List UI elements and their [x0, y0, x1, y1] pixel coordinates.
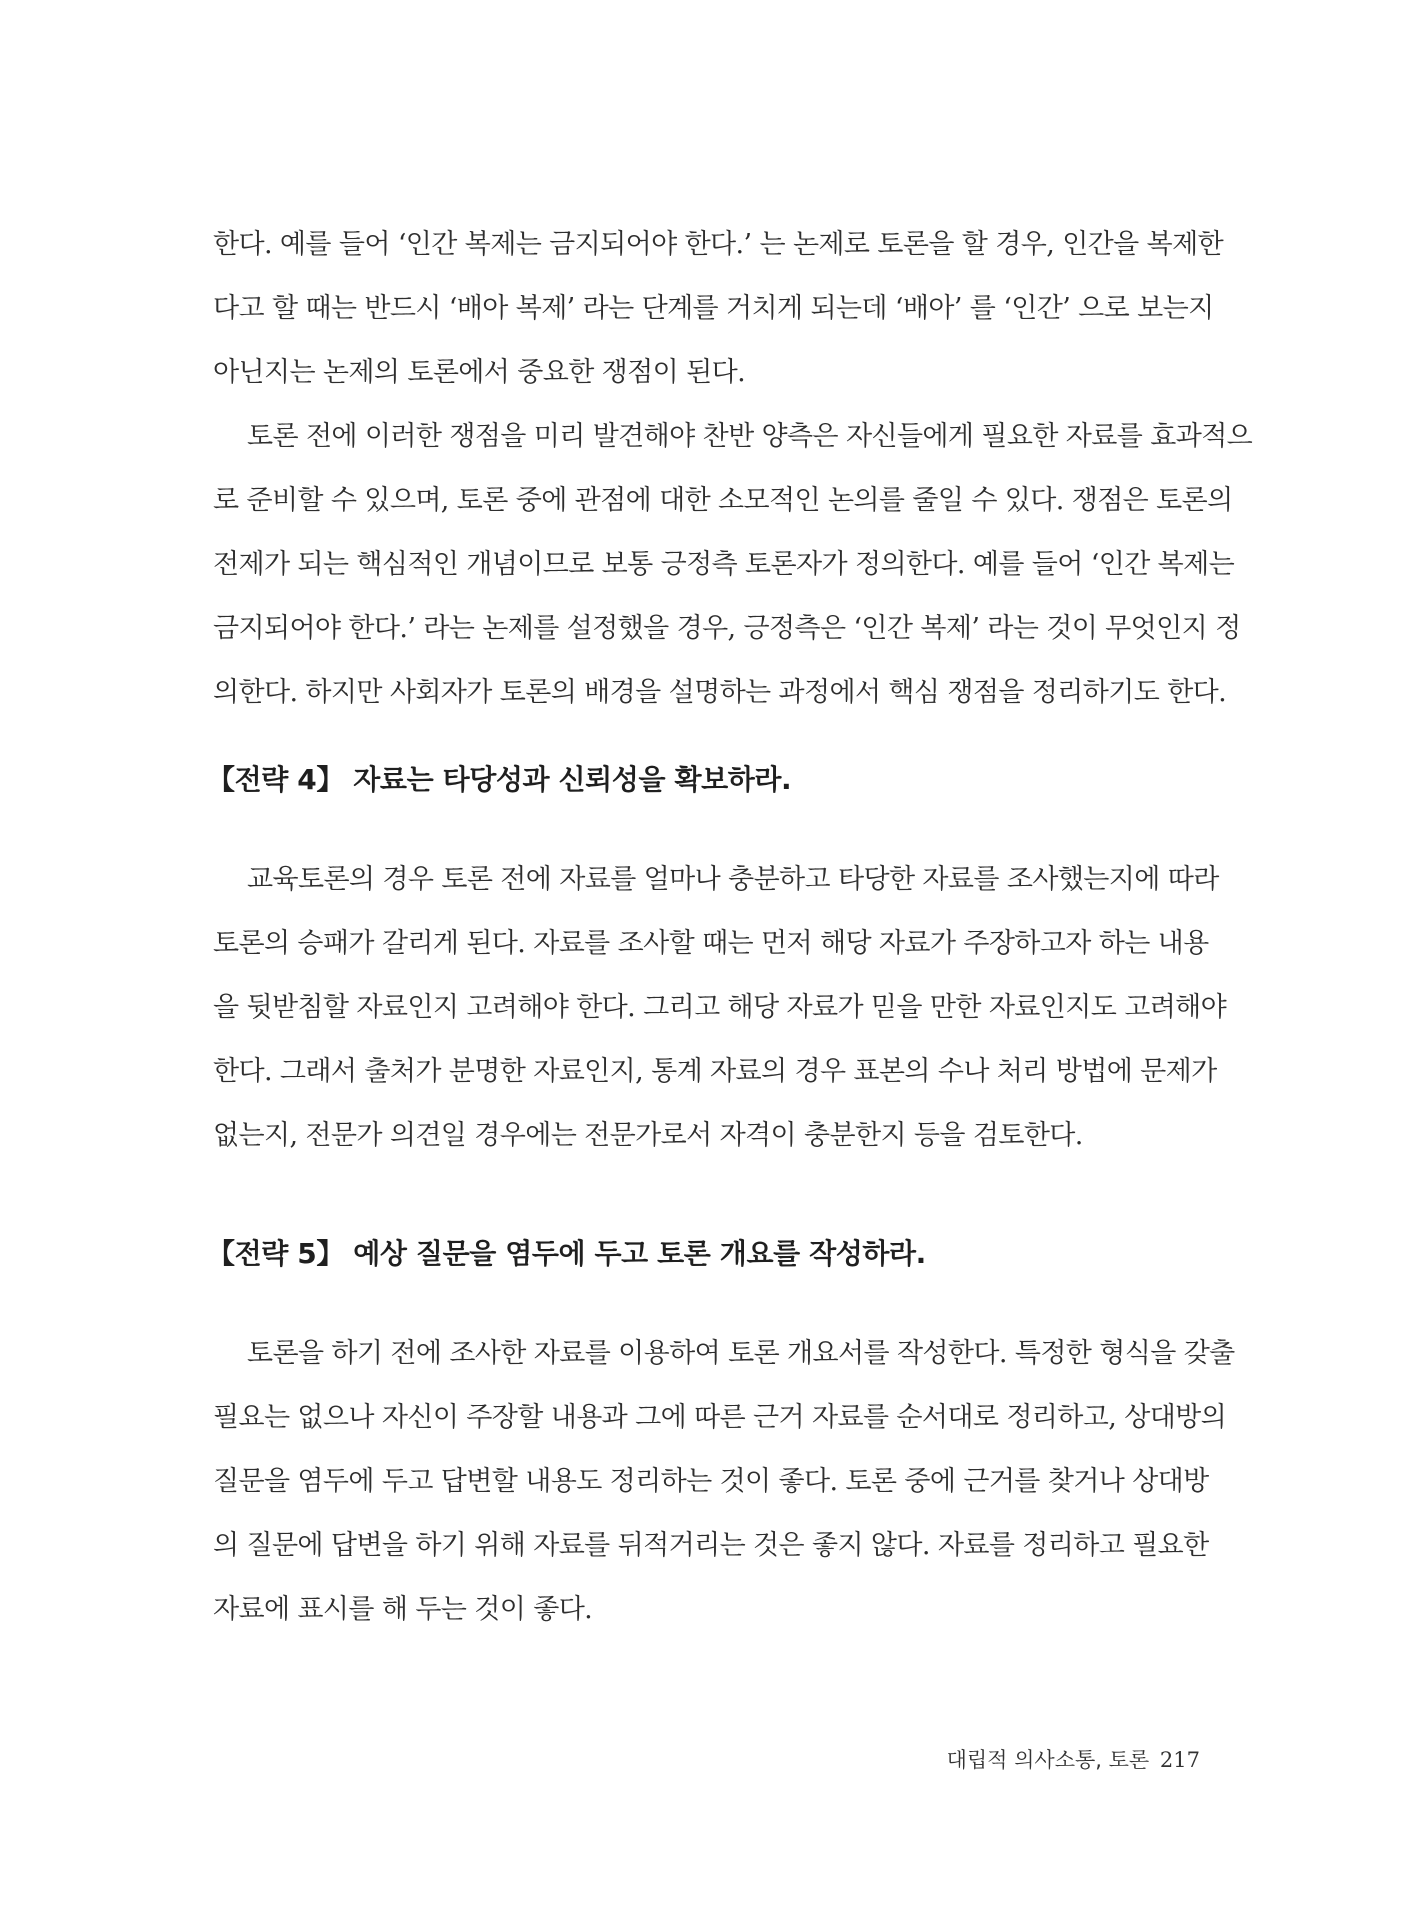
text-line: 의한다. 하지만 사회자가 토론의 배경을 설명하는 과정에서 핵심 쟁점을 정리하기도 한다.	[213, 677, 1227, 708]
text-line: 질문을 염두에 두고 답변할 내용도 정리하는 것이 좋다. 토론 중에 근거를 찾거나 상대방	[213, 1466, 1209, 1497]
text-line: 토론 전에 이러한 쟁점을 미리 발견해야 찬반 양측은 자신들에게 필요한 자료를 효과적으	[247, 421, 1253, 452]
paragraph-issue-definition	[213, 405, 1253, 725]
text-line: 한다. 그래서 출처가 분명한 자료인지, 통계 자료의 경우 표본의 수나 처리 방법에 문제가	[213, 1056, 1217, 1087]
page-footer	[947, 1744, 1200, 1774]
text-line: 필요는 없으나 자신이 주장할 내용과 그에 따른 근거 자료를 순서대로 정리하고, 상대방의	[213, 1402, 1227, 1433]
text-line: 을 뒷받침할 자료인지 고려해야 한다. 그리고 해당 자료가 믿을 만한 자료인지도 고려해야	[213, 992, 1227, 1023]
page-number: 217	[1159, 1748, 1200, 1772]
paragraph-strategy-4	[213, 848, 1227, 1168]
text-line: 없는지, 전문가 의견일 경우에는 전문가로서 자격이 충분한지 등을 검토한다.	[213, 1120, 1083, 1151]
text-line: 로 준비할 수 있으며, 토론 중에 관점에 대한 소모적인 논의를 줄일 수 있다. 쟁점은 토론의	[213, 485, 1233, 516]
text-line: 토론을 하기 전에 조사한 자료를 이용하여 토론 개요서를 작성한다. 특정한 형식을 갖출	[247, 1338, 1235, 1369]
running-title: 대립적 의사소통, 토론	[946, 1748, 1150, 1772]
text-line: 아닌지는 논제의 토론에서 중요한 쟁점이 된다.	[213, 357, 746, 388]
text-line: 의 질문에 답변을 하기 위해 자료를 뒤적거리는 것은 좋지 않다. 자료를 정리하고 필요한	[213, 1530, 1209, 1561]
text-line: 한다. 예를 들어 ‘인간 복제는 금지되어야 한다.’ 는 논제로 토론을 할 경우, 인간을 복제한	[213, 229, 1224, 260]
text-line: 교육토론의 경우 토론 전에 자료를 얼마나 충분하고 타당한 자료를 조사했는지에 따라	[247, 864, 1219, 895]
text-line: 토론의 승패가 갈리게 된다. 자료를 조사할 때는 먼저 해당 자료가 주장하고자 하는 내용	[213, 928, 1209, 959]
section-heading-strategy-4: 【전략 4】 자료는 타당성과 신뢰성을 확보하라.	[207, 763, 792, 796]
paragraph-strategy-5	[213, 1322, 1235, 1642]
section-heading-strategy-5: 【전략 5】 예상 질문을 염두에 두고 토론 개요를 작성하라.	[207, 1237, 926, 1270]
text-line: 자료에 표시를 해 두는 것이 좋다.	[213, 1594, 593, 1625]
text-line: 다고 할 때는 반드시 ‘배아 복제’ 라는 단계를 거치게 되는데 ‘배아’ 를 ‘인간’ 으로 보는지	[213, 293, 1214, 324]
text-line: 전제가 되는 핵심적인 개념이므로 보통 긍정측 토론자가 정의한다. 예를 들어 ‘인간 복제는	[213, 549, 1235, 580]
paragraph-continuation	[213, 213, 1224, 405]
text-line: 금지되어야 한다.’ 라는 논제를 설정했을 경우, 긍정측은 ‘인간 복제’ 라는 것이 무엇인지 정	[213, 613, 1241, 644]
